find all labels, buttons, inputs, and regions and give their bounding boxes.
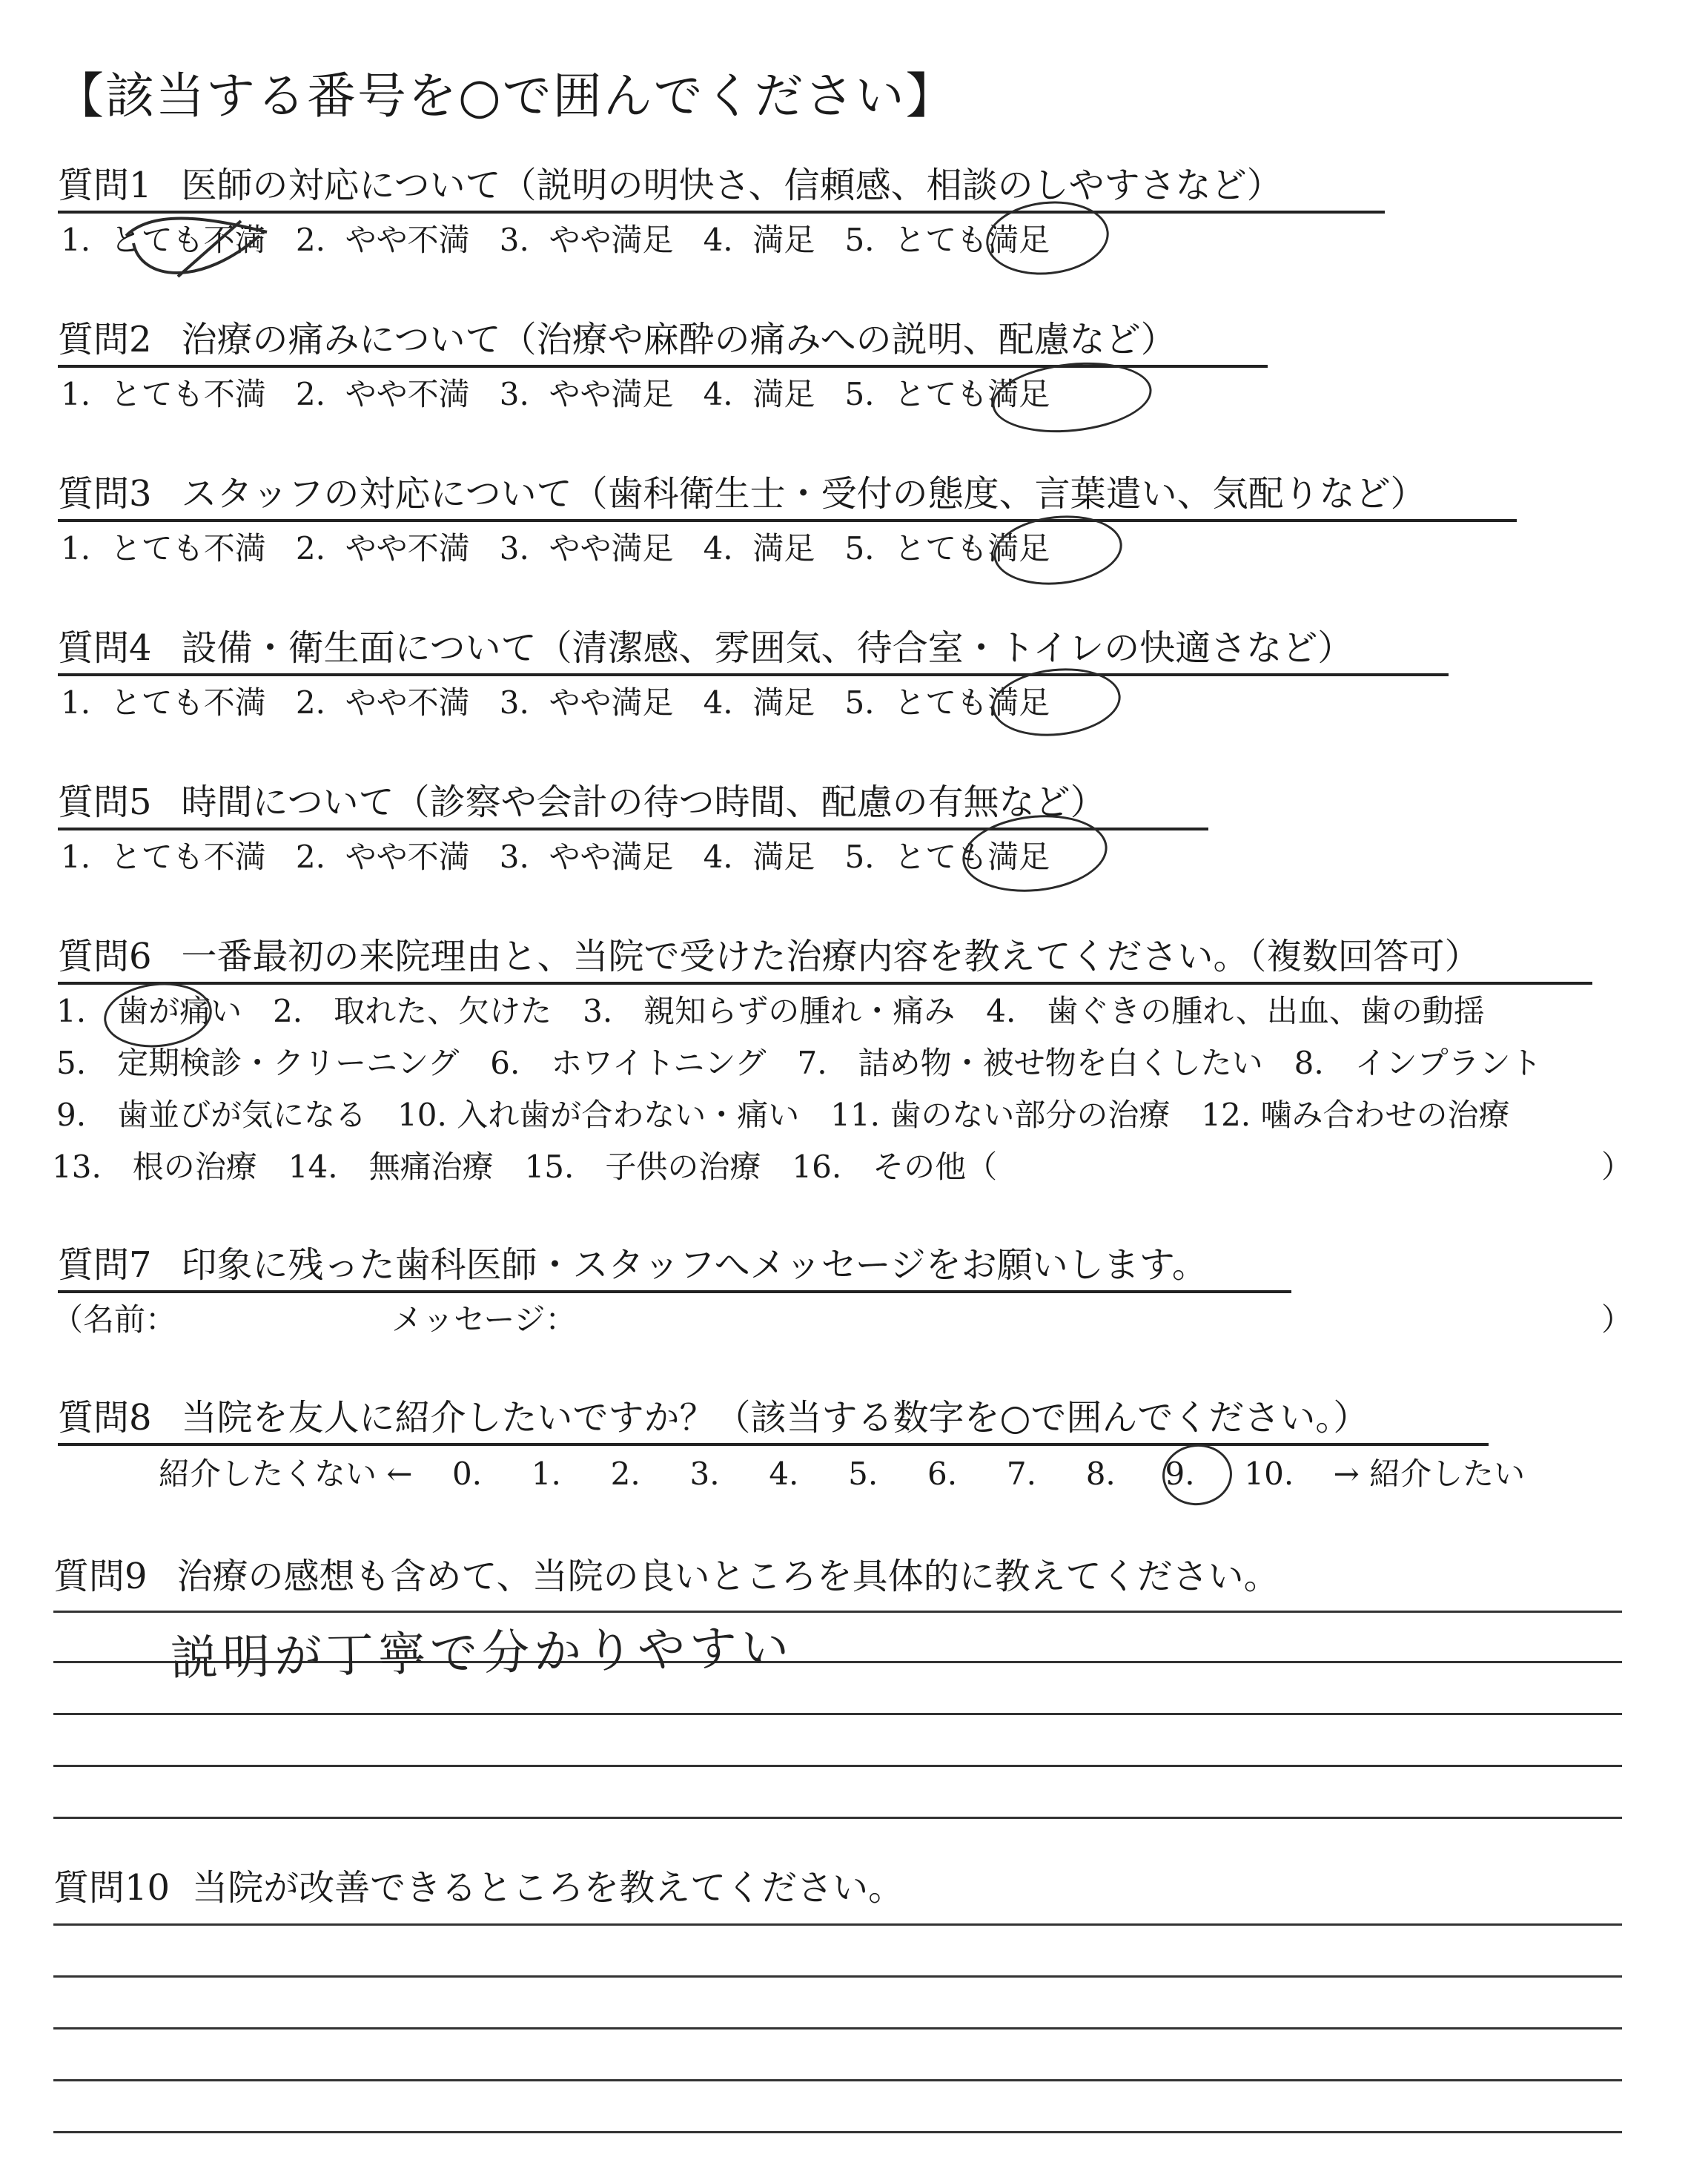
question-7-heading: 質問7 印象に残った歯科医師・スタッフへメッセージをお願いします。	[58, 1241, 1291, 1293]
question-2-heading: 質問2 治療の痛みについて（治療や麻酔の痛みへの説明、配慮など）	[58, 316, 1268, 368]
question-5-options[interactable]: 1. とても不満 2. やや不満 3. やや満足 4. 満足 5. とても満足	[61, 839, 1050, 875]
question-4-heading: 質問4 設備・衛生面について（清潔感、雰囲気、待合室・トイレの快適さなど）	[58, 624, 1449, 676]
answer-circle-q6	[101, 978, 215, 1053]
question-6-row-2[interactable]: 5. 定期検診・クリーニング 6. ホワイトニング 7. 詰め物・被せ物を白くしたい 8. インプラント	[56, 1045, 1542, 1081]
handwritten-answer-q9: 説明が丁寧で分かりやすい	[170, 1620, 794, 1687]
question-3-heading: 質問3 スタッフの対応について（歯科衛生士・受付の態度、言葉遣い、気配りなど）	[58, 470, 1517, 522]
answer-line	[53, 2079, 1622, 2081]
question-6-row-1[interactable]: 1. 歯が痛い 2. 取れた、欠けた 3. 親知らずの腫れ・痛み 4. 歯ぐきの腫れ、出血、歯の動揺	[56, 993, 1485, 1029]
question-10-heading: 質問10 当院が改善できるところを教えてください。	[53, 1867, 904, 1909]
answer-line	[53, 1611, 1622, 1613]
answer-line	[53, 2027, 1622, 2029]
question-6-other-close: ）	[1601, 1149, 1633, 1185]
answer-line	[53, 1975, 1622, 1978]
answer-line	[53, 1923, 1622, 1926]
question-8-heading: 質問8 当院を友人に紹介したいですか？（該当する数字を○で囲んでください。）	[58, 1394, 1489, 1446]
question-7-name-label: （名前：	[52, 1301, 177, 1338]
question-7-message-label: メッセージ：	[391, 1301, 577, 1338]
scale-right-label: → 紹介したい	[1333, 1456, 1526, 1492]
answer-line	[53, 1713, 1622, 1715]
answer-line	[53, 2131, 1622, 2133]
question-4-options[interactable]: 1. とても不満 2. やや不満 3. やや満足 4. 満足 5. とても満足	[61, 684, 1050, 721]
answer-line	[53, 1817, 1622, 1819]
question-8-scale[interactable]: 紹介したくない ← 0. 1. 2. 3. 4. 5. 6. 7. 8. 9. 10. → 紹介したい	[159, 1456, 1526, 1492]
scribble-mark-q1	[111, 206, 289, 295]
question-7-close: ）	[1601, 1301, 1633, 1338]
question-5-heading: 質問5 時間について（診察や会計の待つ時間、配慮の有無など）	[58, 779, 1208, 830]
question-2-options[interactable]: 1. とても不満 2. やや不満 3. やや満足 4. 満足 5. とても満足	[61, 376, 1050, 412]
answer-line	[53, 1765, 1622, 1767]
scale-left-label: 紹介したくない ←	[159, 1456, 413, 1492]
question-3-options[interactable]: 1. とても不満 2. やや不満 3. やや満足 4. 満足 5. とても満足	[61, 530, 1050, 567]
question-1-text: 医師の対応について（説明の明快さ、信頼感、相談のしやすさなど）	[181, 165, 1282, 206]
question-1-options[interactable]: 1. とても不満 2. やや不満 3. やや満足 4. 満足 5. とても満足	[61, 222, 1050, 258]
question-6-row-3[interactable]: 9. 歯並びが気になる 10. 入れ歯が合わない・痛い 11. 歯のない部分の治療 12. 噛み合わせの治療	[56, 1097, 1510, 1133]
form-title: 【該当する番号を○で囲んでください】	[55, 67, 956, 125]
question-6-row-4[interactable]: 13. 根の治療 14. 無痛治療 15. 子供の治療 16. その他（	[52, 1149, 998, 1185]
question-6-heading: 質問6 一番最初の来院理由と、当院で受けた治療内容を教えてください。（複数回答可）	[58, 933, 1592, 985]
question-1-number: 質問1	[58, 165, 152, 206]
answer-circle-q2	[989, 355, 1155, 440]
answer-circle-q8	[1159, 1441, 1235, 1508]
question-9-heading: 質問9 治療の感想も含めて、当院の良いところを具体的に教えてください。	[53, 1556, 1280, 1597]
